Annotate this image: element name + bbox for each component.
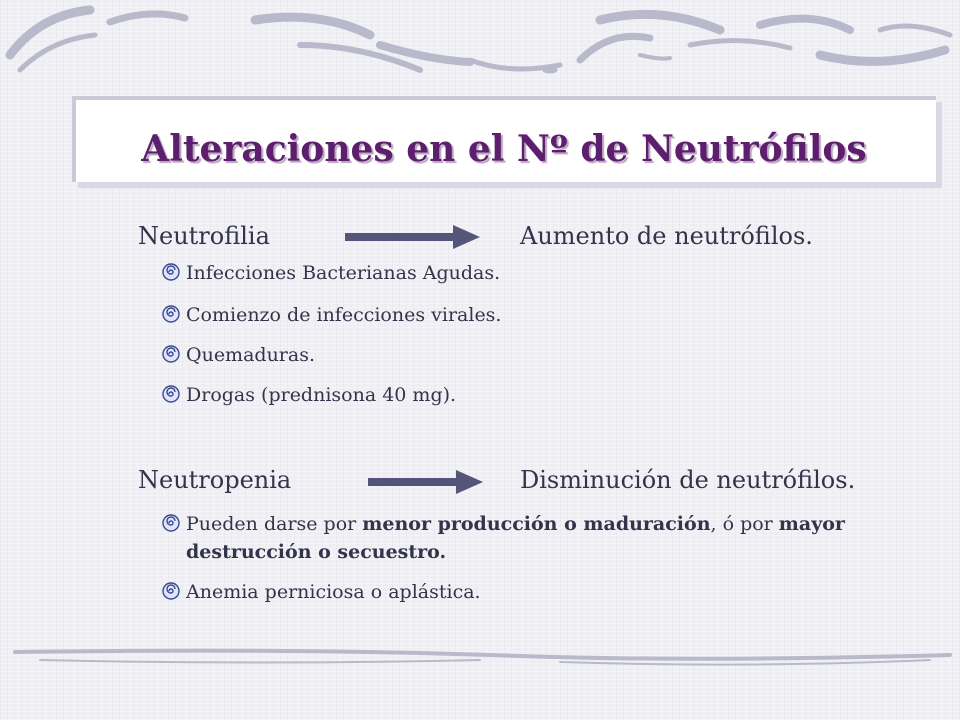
swirl-bullet-icon [162,345,180,363]
list-item-text: Comienzo de infecciones virales. [186,304,502,326]
neutrofilia-term: Neutrofilia [138,222,270,250]
bold-phrase: menor producción o maduración [362,513,711,535]
list-item [186,341,926,369]
list-item [186,259,926,287]
list-item [186,578,926,606]
list-item [186,301,926,329]
swirl-bullet-icon [162,263,180,281]
right-arrow-icon [368,470,483,494]
text-part: Pueden darse por [186,513,363,535]
swirl-bullet-icon [162,305,180,323]
list-item-text: Infecciones Bacterianas Agudas. [186,262,501,284]
decorative-brush-strokes-top [0,0,960,90]
list-item-text [158,510,906,566]
list-item-text: Drogas (prednisona 40 mg). [186,384,457,406]
text-part: , ó por [710,513,779,535]
neutropenia-definition: Disminución de neutrófilos. [520,466,856,494]
swirl-bullet-icon [162,385,180,403]
neutropenia-term: Neutropenia [138,466,292,494]
bold-phrase: mayor destrucción o secuestro. [186,513,845,563]
swirl-bullet-icon [162,514,180,532]
neutrofilia-definition: Aumento de neutrófilos. [520,222,813,250]
swirl-bullet-icon [162,582,180,600]
list-item [186,381,926,409]
right-arrow-icon [345,225,480,249]
list-item-text: Quemaduras. [186,344,316,366]
list-item-text: Anemia perniciosa o aplástica. [186,581,481,603]
slide-title: Alteraciones en el Nº de Neutrófilos [141,128,867,170]
list-item [186,510,906,566]
